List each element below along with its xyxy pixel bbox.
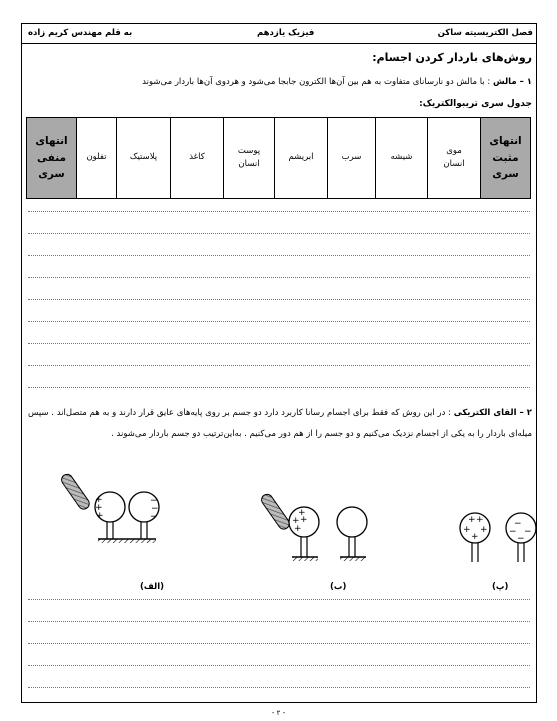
svg-text:+: +: [95, 503, 103, 513]
svg-text:−: −: [509, 527, 517, 537]
method-induction-label: ۲ – القای الکتریکی: [453, 408, 532, 418]
svg-text:−: −: [524, 527, 532, 537]
method-friction-text: : با مالش دو نارسانای متفاوت به هم بین آن‌ها الکترون جابجا می‌شود و هردوی آن‌ها باردار می‌شوند: [142, 77, 493, 87]
figure-alef: [59, 472, 164, 592]
method-induction-paragraph: [28, 403, 532, 445]
section-title: روش‌های باردار کردن اجسام:: [372, 51, 532, 64]
figure-alef-label: (الف): [140, 582, 165, 592]
answer-line[interactable]: [28, 255, 530, 256]
material-cell: موی انسان: [428, 118, 481, 199]
material-cell: کاغذ: [171, 118, 224, 199]
answer-line[interactable]: [28, 665, 530, 666]
material-cell: سرب: [328, 118, 376, 199]
answer-line[interactable]: [28, 599, 530, 600]
answer-line[interactable]: [28, 233, 530, 234]
svg-text:−: −: [151, 504, 159, 514]
material-cell: شیشه: [376, 118, 428, 199]
svg-text:+: +: [292, 516, 300, 526]
answer-line[interactable]: [28, 687, 530, 688]
answer-line[interactable]: [28, 621, 530, 622]
svg-text:+: +: [471, 532, 479, 542]
svg-text:+: +: [463, 525, 471, 535]
induction-figures: [22, 464, 538, 594]
method-induction-text: : در این روش که فقط برای اجسام رسانا کاربرد دارد دو جسم بر روی پایه‌های عایق قرار دارند و به هم متصل‌اند . سپس میله‌ای باردار را به یکی از اجسام نزدیک می‌کنیم و دو جسم را از هم دور می‌کنیم . به‌این‌ترتیب دو جسم باردار می‌شوند .: [28, 408, 532, 439]
answer-line[interactable]: [28, 365, 530, 366]
svg-text:+: +: [294, 524, 302, 534]
answer-line[interactable]: [28, 299, 530, 300]
negative-end-cell: انتهای منفی سری: [27, 118, 77, 199]
page-number: - ۲ -: [271, 709, 286, 717]
charged-rod: [259, 492, 291, 531]
method-friction-label: ۱ – مالش: [492, 77, 532, 87]
author-credit: به قلم مهندس کریم زاده: [28, 28, 133, 38]
svg-text:+: +: [96, 511, 104, 521]
conductor-sphere-b: [337, 507, 367, 537]
svg-text:−: −: [150, 496, 158, 506]
figure-pe-label: (پ): [492, 582, 509, 592]
page-header: [22, 24, 536, 44]
svg-text:−: −: [517, 534, 525, 544]
answer-line[interactable]: [28, 387, 530, 388]
svg-text:+: +: [300, 515, 308, 525]
answer-line[interactable]: [28, 277, 530, 278]
material-cell: تفلون: [77, 118, 117, 199]
svg-text:+: +: [476, 515, 484, 525]
answer-line[interactable]: [28, 643, 530, 644]
material-cell: پوست انسان: [224, 118, 275, 199]
svg-text:−: −: [514, 519, 522, 529]
svg-text:+: +: [468, 515, 476, 525]
triboelectric-table-label: جدول سری تریبوالکتریک:: [419, 99, 532, 109]
course-name: فیزیک یازدهم: [257, 28, 315, 38]
chapter-title: فصل الکتریسیته ساکن: [437, 28, 533, 38]
positive-end-cell: انتهای مثبت سری: [481, 118, 531, 199]
svg-text:+: +: [298, 508, 306, 518]
answer-line[interactable]: [28, 211, 530, 212]
material-cell: ابریشم: [275, 118, 328, 199]
figure-pe: [460, 513, 536, 592]
worksheet-page: [21, 23, 537, 703]
svg-text:+: +: [480, 525, 488, 535]
answer-line[interactable]: [28, 343, 530, 344]
svg-text:−: −: [150, 512, 158, 522]
figure-be: [259, 492, 367, 592]
material-cell: پلاستیک: [117, 118, 171, 199]
svg-text:+: +: [95, 495, 103, 505]
triboelectric-table: [26, 117, 531, 199]
method-friction-paragraph: [142, 77, 532, 87]
answer-line[interactable]: [28, 321, 530, 322]
figure-be-label: (ب): [330, 582, 347, 592]
charged-rod: [59, 472, 91, 511]
